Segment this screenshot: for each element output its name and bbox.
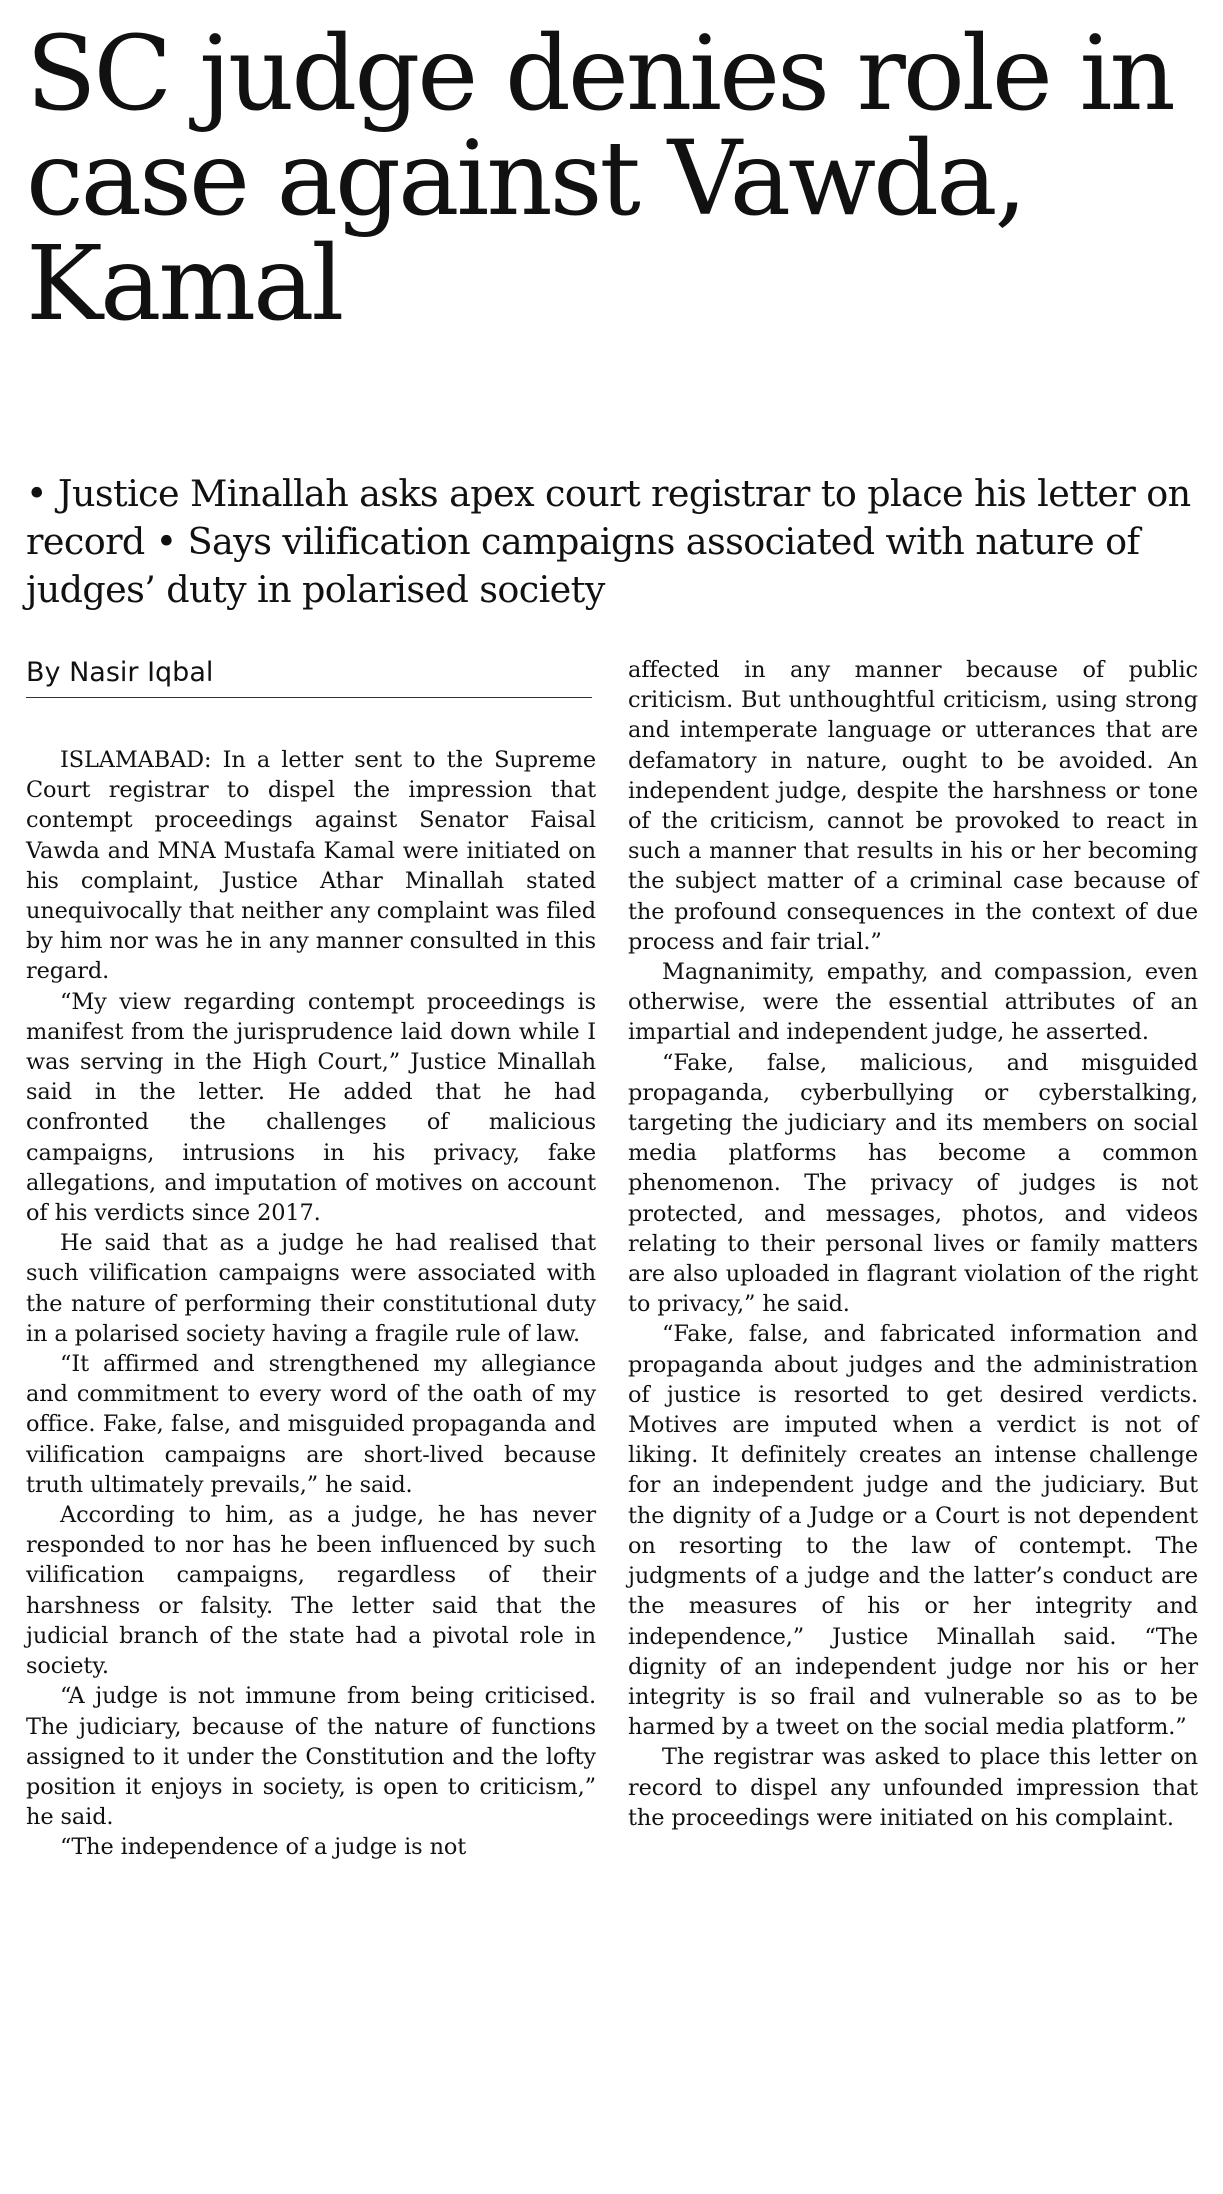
paragraph: affected in any manner because of public criticism. But unthoughtful criticism, using strong and intemperate language or utterances that are defamatory in nature, ought to be avoided. An independent judge, despite the harshness or tone of the criticism, cannot be provoked to react in such a manner that results in his or her becoming the subject matter of a criminal case because of the profound consequences in the context of due process and fair trial.” xyxy=(628,657,1198,955)
article-column-right xyxy=(628,655,1198,1833)
deck-summary: • Justice Minallah asks apex court registrar to place his letter on record • Says vilification campaigns associated with nature of judges’ duty in polarised society xyxy=(26,472,1191,611)
paragraph: “Fake, false, and fabricated information and propaganda about judges and the administration of justice is resorted to get desired verdicts. Motives are imputed when a verdict is not of liking. It definitely creates an intense challenge for an independent judge and the judiciary. But the dignity of a Judge or a Court is not dependent on resorting to the law of contempt. The judgments of a judge and the latter’s conduct are the measures of his or her integrity and independence,” Justice Minallah said. “The dignity of an independent judge nor his or her integrity is so frail and vulnerable so as to be harmed by a tweet on the social media platform.” xyxy=(628,1321,1198,1741)
paragraph: ISLAMABAD: In a letter sent to the Supreme Court registrar to dispel the impression that contempt proceedings against Senator Faisal Vawda and MNA Mustafa Kamal were initiated on his complaint, Justice Athar Minallah stated unequivocally that neither any complaint was filed by him nor was he in any manner consulted in this regard. xyxy=(26,747,596,985)
paragraph: Magnanimity, empathy, and compassion, even otherwise, were the essential attributes of an impartial and independent judge, he asserted. xyxy=(628,959,1198,1046)
paragraph: According to him, as a judge, he has never responded to nor has he been influenced by such vilification campaigns, regardless of their harshness or falsity. The letter said that the judicial branch of the state had a pivotal role in society. xyxy=(26,1502,596,1680)
paragraph: He said that as a judge he had realised that such vilification campaigns were associated with the nature of performing their constitutional duty in a polarised society having a fragile rule of law. xyxy=(26,1230,596,1347)
byline: By Nasir Iqbal xyxy=(26,655,592,698)
paragraph: “The independence of a judge is not xyxy=(60,1834,467,1861)
article-column-left xyxy=(26,745,596,1863)
paragraph: “Fake, false, malicious, and misguided propaganda, cyberbullying or cyberstalking, targeting the judiciary and its members on social media platforms has become a common phenomenon. The privacy of judges is not protected, and messages, photos, and videos relating to their personal lives or family matters are also uploaded in flagrant violation of the right to privacy,” he said. xyxy=(628,1049,1198,1318)
paragraph: “It affirmed and strengthened my allegiance and commitment to every word of the oath of my office. Fake, false, and misguided propaganda and vilification campaigns are short-lived because truth ultimately prevails,” he said. xyxy=(26,1351,596,1498)
headline: SC judge denies role in case against Vawda, Kamal xyxy=(26,14,1173,344)
paragraph: “My view regarding contempt proceedings is manifest from the jurisprudence laid down while I was serving in the High Court,” Justice Minallah said in the letter. He added that he had confronted the challenges of malicious campaigns, intrusions in his privacy, fake allegations, and imputation of motives on account of his verdicts since 2017. xyxy=(26,988,596,1227)
paragraph: The registrar was asked to place this letter on record to dispel any unfounded impression that the proceedings were initiated on his complaint. xyxy=(628,1744,1198,1831)
paragraph: “A judge is not immune from being criticised. The judiciary, because of the nature of functions assigned to it under the Constitution and the lofty position it enjoys in society, is open to criticism,” he said. xyxy=(26,1683,596,1831)
